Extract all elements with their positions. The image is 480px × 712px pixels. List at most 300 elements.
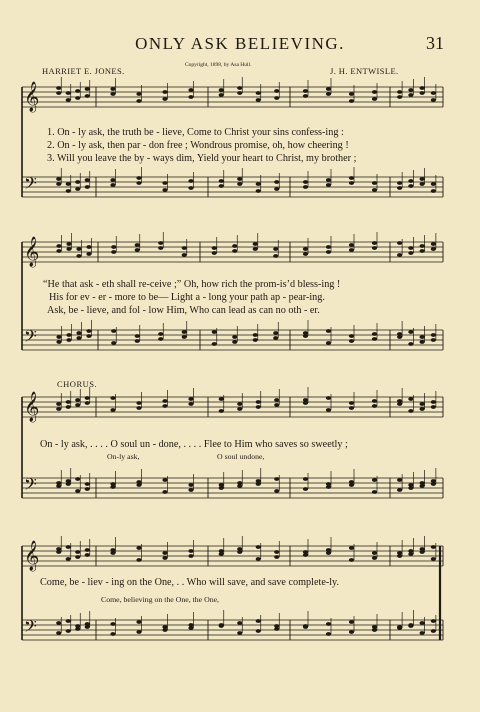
note-head bbox=[349, 248, 354, 252]
note-head bbox=[162, 399, 167, 403]
note-head bbox=[66, 405, 71, 409]
note-head bbox=[349, 620, 354, 624]
note-head bbox=[66, 189, 71, 193]
note-head bbox=[326, 408, 331, 412]
note-head bbox=[75, 555, 80, 559]
note-head bbox=[274, 555, 279, 559]
note-head bbox=[326, 92, 331, 96]
note-head bbox=[326, 178, 331, 182]
note-head bbox=[349, 406, 354, 410]
note-head bbox=[135, 243, 140, 247]
note-head bbox=[66, 400, 71, 404]
note-head bbox=[420, 402, 425, 406]
note-head bbox=[76, 336, 81, 340]
note-head bbox=[188, 549, 193, 553]
note-head bbox=[431, 405, 436, 409]
note-head bbox=[110, 92, 115, 96]
note-head bbox=[349, 181, 354, 185]
note-head bbox=[397, 253, 402, 257]
note-head bbox=[431, 400, 436, 404]
verse-3-line-1: 3. Will you leave the by - ways dim, Yield your heart to Christ, my brother ; bbox=[47, 153, 357, 164]
note-head bbox=[182, 330, 187, 334]
note-head bbox=[56, 631, 61, 635]
note-head bbox=[274, 180, 279, 184]
note-head bbox=[56, 91, 61, 95]
note-head bbox=[420, 407, 425, 411]
note-head bbox=[66, 545, 71, 549]
note-head bbox=[219, 88, 224, 92]
note-head bbox=[397, 488, 402, 492]
note-head bbox=[303, 398, 308, 402]
note-head bbox=[420, 621, 425, 625]
note-head bbox=[85, 178, 90, 182]
note-head bbox=[303, 252, 308, 256]
note-head bbox=[420, 481, 425, 485]
bass-clef-icon: 𝄢 bbox=[24, 474, 37, 498]
verse-1-line-2: “He that ask - eth shall re-ceive ;” Oh, how rich the prom-is’d bless-ing ! bbox=[43, 279, 341, 290]
note-head bbox=[182, 246, 187, 250]
note-head bbox=[408, 179, 413, 183]
note-head bbox=[158, 246, 163, 250]
treble-clef-icon: 𝄞 bbox=[24, 237, 40, 267]
note-head bbox=[397, 186, 402, 190]
note-head bbox=[372, 97, 377, 101]
note-head bbox=[256, 557, 261, 561]
note-head bbox=[86, 252, 91, 256]
note-head bbox=[66, 247, 71, 251]
note-head bbox=[372, 181, 377, 185]
note-head bbox=[110, 408, 115, 412]
note-head bbox=[431, 91, 436, 95]
note-head bbox=[136, 630, 141, 634]
note-head bbox=[372, 478, 377, 482]
note-head bbox=[408, 93, 413, 97]
note-head bbox=[219, 623, 224, 627]
note-head bbox=[237, 402, 242, 406]
note-head bbox=[188, 623, 193, 627]
note-head bbox=[420, 249, 425, 253]
chorus-bass-text-3: Come, believing on the One, the One, bbox=[101, 595, 220, 604]
note-head bbox=[212, 330, 217, 334]
page-number: 31 bbox=[426, 33, 444, 53]
note-head bbox=[86, 334, 91, 338]
note-head bbox=[76, 254, 81, 258]
note-head bbox=[56, 621, 61, 625]
note-head bbox=[56, 249, 61, 253]
note-head bbox=[420, 177, 425, 181]
note-head bbox=[110, 87, 115, 91]
note-head bbox=[111, 329, 116, 333]
note-head bbox=[431, 189, 436, 193]
note-head bbox=[232, 340, 237, 344]
note-head bbox=[326, 87, 331, 91]
note-head bbox=[86, 245, 91, 249]
note-head bbox=[431, 333, 436, 337]
note-head bbox=[162, 625, 167, 629]
note-head bbox=[256, 182, 261, 186]
note-head bbox=[372, 332, 377, 336]
note-head bbox=[66, 479, 71, 483]
author-credit: HARRIET E. JONES. bbox=[42, 66, 125, 76]
note-head bbox=[135, 339, 140, 343]
note-head bbox=[237, 86, 242, 90]
bass-staff bbox=[22, 330, 443, 350]
note-head bbox=[66, 338, 71, 342]
note-head bbox=[56, 182, 61, 186]
note-head bbox=[274, 398, 279, 402]
note-head bbox=[110, 622, 115, 626]
note-head bbox=[303, 247, 308, 251]
treble-clef-icon: 𝄞 bbox=[24, 392, 40, 422]
note-head bbox=[66, 182, 71, 186]
note-head bbox=[136, 546, 141, 550]
note-head bbox=[219, 184, 224, 188]
note-head bbox=[349, 243, 354, 247]
note-head bbox=[274, 477, 279, 481]
note-head bbox=[110, 396, 115, 400]
note-head bbox=[85, 87, 90, 91]
note-head bbox=[75, 550, 80, 554]
note-head bbox=[349, 176, 354, 180]
note-head bbox=[326, 183, 331, 187]
note-head bbox=[85, 185, 90, 189]
note-head bbox=[162, 556, 167, 560]
note-head bbox=[256, 189, 261, 193]
note-head bbox=[110, 632, 115, 636]
note-head bbox=[372, 241, 377, 245]
note-head bbox=[326, 245, 331, 249]
note-head bbox=[274, 489, 279, 493]
note-head bbox=[75, 489, 80, 493]
note-head bbox=[303, 185, 308, 189]
note-head bbox=[408, 483, 413, 487]
note-head bbox=[219, 397, 224, 401]
note-head bbox=[408, 623, 413, 627]
note-head bbox=[75, 403, 80, 407]
note-head bbox=[85, 487, 90, 491]
note-head bbox=[408, 342, 413, 346]
note-head bbox=[326, 622, 331, 626]
note-head bbox=[372, 90, 377, 94]
note-head bbox=[303, 180, 308, 184]
note-head bbox=[188, 402, 193, 406]
verse-3-line-2: Ask, be - lieve, and fol - low Him, Who can lead as can no oth - er. bbox=[47, 305, 320, 316]
bass-clef-icon: 𝄢 bbox=[24, 173, 37, 197]
note-head bbox=[420, 335, 425, 339]
chorus-line-2: Come, be - liev - ing on the One, . . Who will save, and save complete-ly. bbox=[40, 577, 340, 588]
note-head bbox=[158, 337, 163, 341]
chorus-bass-text-1: On-ly ask, bbox=[107, 452, 140, 461]
note-head bbox=[420, 340, 425, 344]
note-head bbox=[66, 91, 71, 95]
note-head bbox=[136, 92, 141, 96]
treble-staff bbox=[22, 242, 443, 262]
note-head bbox=[408, 246, 413, 250]
note-head bbox=[431, 242, 436, 246]
note-head bbox=[397, 478, 402, 482]
note-head bbox=[303, 624, 308, 628]
note-head bbox=[212, 342, 217, 346]
note-head bbox=[431, 98, 436, 102]
note-head bbox=[397, 90, 402, 94]
note-head bbox=[431, 619, 436, 623]
note-head bbox=[136, 99, 141, 103]
note-head bbox=[372, 490, 377, 494]
copyright-note: Copyright, 1898, by Asa Hull. bbox=[185, 62, 252, 68]
note-head bbox=[162, 478, 167, 482]
note-head bbox=[237, 407, 242, 411]
note-head bbox=[372, 188, 377, 192]
note-head bbox=[349, 546, 354, 550]
note-head bbox=[110, 482, 115, 486]
note-head bbox=[162, 97, 167, 101]
note-head bbox=[75, 477, 80, 481]
note-head bbox=[349, 558, 354, 562]
note-head bbox=[326, 482, 331, 486]
note-head bbox=[56, 86, 61, 90]
note-head bbox=[256, 629, 261, 633]
note-head bbox=[188, 554, 193, 558]
note-head bbox=[111, 245, 116, 249]
note-head bbox=[303, 94, 308, 98]
note-head bbox=[85, 553, 90, 557]
note-head bbox=[237, 621, 242, 625]
note-head bbox=[188, 179, 193, 183]
note-head bbox=[85, 622, 90, 626]
bass-clef-icon: 𝄢 bbox=[24, 326, 37, 350]
note-head bbox=[212, 251, 217, 255]
note-head bbox=[232, 249, 237, 253]
note-head bbox=[56, 547, 61, 551]
note-head bbox=[397, 332, 402, 336]
note-head bbox=[188, 95, 193, 99]
note-head bbox=[420, 182, 425, 186]
note-head bbox=[162, 404, 167, 408]
note-head bbox=[237, 481, 242, 485]
verse-2-line-1: 2. On - ly ask, then par - don free ; Wondrous promise, oh, how cheering ! bbox=[47, 140, 349, 151]
treble-staff bbox=[22, 397, 443, 417]
note-head bbox=[237, 547, 242, 551]
note-head bbox=[408, 184, 413, 188]
note-head bbox=[76, 247, 81, 251]
note-head bbox=[85, 482, 90, 486]
note-head bbox=[256, 98, 261, 102]
note-head bbox=[273, 336, 278, 340]
chorus-line-1: On - ly ask, . . . . O soul un - done, . . . . Flee to Him who saves so sweetly ; bbox=[40, 439, 348, 450]
note-head bbox=[349, 401, 354, 405]
note-head bbox=[303, 477, 308, 481]
note-head bbox=[420, 631, 425, 635]
note-head bbox=[397, 551, 402, 555]
note-head bbox=[111, 341, 116, 345]
note-head bbox=[274, 624, 279, 628]
note-head bbox=[136, 176, 141, 180]
note-head bbox=[408, 409, 413, 413]
note-head bbox=[420, 547, 425, 551]
note-head bbox=[136, 558, 141, 562]
note-head bbox=[349, 630, 354, 634]
note-head bbox=[237, 182, 242, 186]
note-head bbox=[256, 405, 261, 409]
note-head bbox=[431, 545, 436, 549]
note-head bbox=[56, 244, 61, 248]
note-head bbox=[303, 550, 308, 554]
note-head bbox=[274, 187, 279, 191]
note-head bbox=[110, 183, 115, 187]
note-head bbox=[158, 241, 163, 245]
composer-credit: J. H. ENTWISLE. bbox=[330, 66, 399, 76]
note-head bbox=[66, 242, 71, 246]
bass-clef-icon: 𝄢 bbox=[24, 616, 37, 640]
note-head bbox=[372, 337, 377, 341]
note-head bbox=[162, 490, 167, 494]
note-head bbox=[431, 247, 436, 251]
note-head bbox=[66, 98, 71, 102]
note-head bbox=[219, 409, 224, 413]
note-head bbox=[219, 483, 224, 487]
note-head bbox=[188, 186, 193, 190]
note-head bbox=[136, 401, 141, 405]
note-head bbox=[76, 331, 81, 335]
note-head bbox=[303, 331, 308, 335]
note-head bbox=[372, 556, 377, 560]
note-head bbox=[188, 397, 193, 401]
note-head bbox=[56, 335, 61, 339]
note-head bbox=[408, 330, 413, 334]
note-head bbox=[326, 396, 331, 400]
note-head bbox=[188, 483, 193, 487]
page-title: ONLY ASK BELIEVING. bbox=[135, 34, 345, 53]
note-head bbox=[237, 631, 242, 635]
note-head bbox=[56, 340, 61, 344]
note-head bbox=[56, 407, 61, 411]
note-head bbox=[219, 93, 224, 97]
note-head bbox=[158, 332, 163, 336]
note-head bbox=[56, 402, 61, 406]
note-head bbox=[56, 481, 61, 485]
note-head bbox=[66, 333, 71, 337]
note-head bbox=[372, 551, 377, 555]
note-head bbox=[397, 95, 402, 99]
note-head bbox=[135, 334, 140, 338]
note-head bbox=[162, 181, 167, 185]
note-head bbox=[56, 177, 61, 181]
note-head bbox=[349, 334, 354, 338]
note-head bbox=[273, 247, 278, 251]
note-head bbox=[303, 487, 308, 491]
note-head bbox=[75, 624, 80, 628]
note-head bbox=[274, 89, 279, 93]
note-head bbox=[372, 399, 377, 403]
note-head bbox=[431, 629, 436, 633]
note-head bbox=[75, 96, 80, 100]
note-head bbox=[219, 549, 224, 553]
note-head bbox=[75, 398, 80, 402]
note-head bbox=[326, 250, 331, 254]
note-head bbox=[273, 254, 278, 258]
note-head bbox=[66, 557, 71, 561]
note-head bbox=[256, 619, 261, 623]
note-head bbox=[372, 404, 377, 408]
note-head bbox=[136, 181, 141, 185]
note-head bbox=[397, 181, 402, 185]
note-head bbox=[408, 397, 413, 401]
note-head bbox=[420, 244, 425, 248]
note-head bbox=[273, 331, 278, 335]
note-head bbox=[85, 401, 90, 405]
note-head bbox=[274, 96, 279, 100]
note-head bbox=[219, 179, 224, 183]
treble-clef-icon: 𝄞 bbox=[24, 82, 40, 112]
note-head bbox=[256, 545, 261, 549]
note-head bbox=[349, 92, 354, 96]
note-head bbox=[136, 620, 141, 624]
verse-1-line-1: 1. On - ly ask, the truth be - lieve, Come to Christ your sins confess-ing : bbox=[47, 127, 344, 138]
note-head bbox=[326, 632, 331, 636]
note-head bbox=[110, 178, 115, 182]
note-head bbox=[110, 548, 115, 552]
note-head bbox=[86, 329, 91, 333]
verse-2-line-2: His for ev - er - more to be— Light a - long your path ap - pear-ing. bbox=[49, 292, 325, 303]
note-head bbox=[111, 250, 116, 254]
note-head bbox=[431, 557, 436, 561]
note-head bbox=[136, 480, 141, 484]
note-head bbox=[408, 251, 413, 255]
note-head bbox=[397, 241, 402, 245]
note-head bbox=[182, 335, 187, 339]
note-head bbox=[135, 248, 140, 252]
note-head bbox=[420, 86, 425, 90]
note-head bbox=[75, 180, 80, 184]
note-head bbox=[237, 91, 242, 95]
note-head bbox=[256, 91, 261, 95]
note-head bbox=[326, 341, 331, 345]
note-head bbox=[397, 399, 402, 403]
note-head bbox=[136, 406, 141, 410]
note-head bbox=[408, 549, 413, 553]
note-head bbox=[256, 479, 261, 483]
note-head bbox=[431, 338, 436, 342]
note-head bbox=[162, 90, 167, 94]
note-head bbox=[420, 91, 425, 95]
note-head bbox=[85, 548, 90, 552]
note-head bbox=[253, 247, 258, 251]
note-head bbox=[188, 488, 193, 492]
note-head bbox=[253, 338, 258, 342]
chorus-bass-text-2: O soul undone, bbox=[217, 452, 265, 461]
note-head bbox=[372, 625, 377, 629]
note-head bbox=[232, 244, 237, 248]
note-head bbox=[66, 629, 71, 633]
note-head bbox=[162, 188, 167, 192]
chorus-label: CHORUS. bbox=[57, 379, 98, 389]
note-head bbox=[253, 242, 258, 246]
note-head bbox=[237, 177, 242, 181]
note-head bbox=[85, 396, 90, 400]
note-head bbox=[303, 89, 308, 93]
note-head bbox=[162, 551, 167, 555]
note-head bbox=[397, 625, 402, 629]
note-head bbox=[274, 403, 279, 407]
note-head bbox=[372, 246, 377, 250]
note-head bbox=[212, 246, 217, 250]
note-head bbox=[253, 333, 258, 337]
note-head bbox=[326, 548, 331, 552]
note-head bbox=[349, 480, 354, 484]
note-head bbox=[326, 329, 331, 333]
note-head bbox=[85, 94, 90, 98]
note-head bbox=[274, 550, 279, 554]
